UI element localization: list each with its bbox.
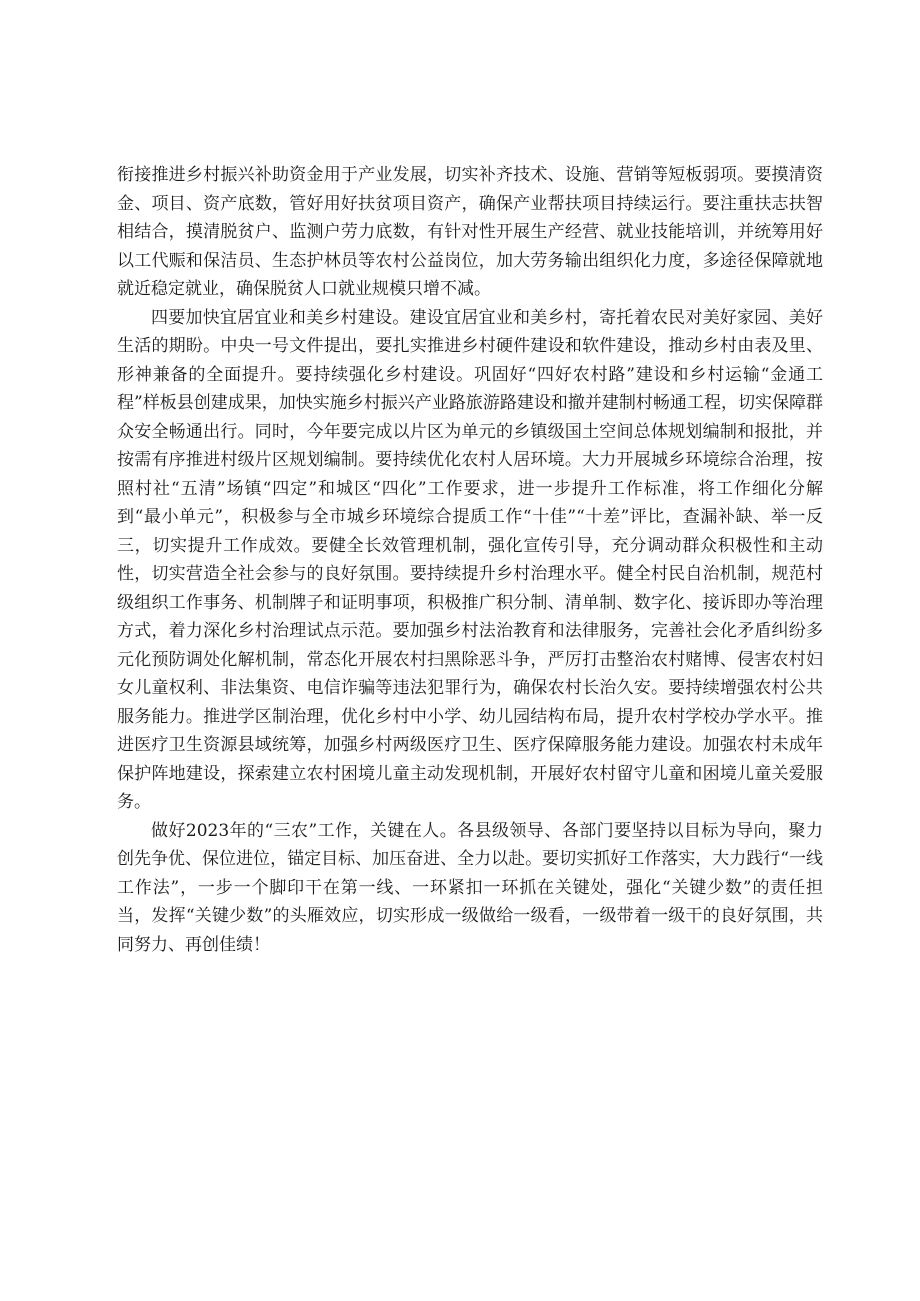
paragraph-rural-construction: 四要加快宜居宜业和美乡村建设。建设宜居宜业和美乡村，寄托着农民对美好家园、美好生活的期盼。中央一号文件提出，要扎实推进乡村硬件建设和软件建设，推动乡村由表及里、形神兼备的全面提升。要持续强化乡村建设。巩固好“四好农村路”建设和乡村运输“金通工程”样板县创建成果，加快实施乡村振兴产业路旅游路建设和撤并建制村畅通工程，切实保障群众安全畅通出行。同时，今年要完成以片区为单元的乡镇级国土空间总体规划编制和报批，并按需有序推进村级片区规划编制。要持续优化农村人居环境。大力开展城乡环境综合治理，按照村社“五清”场镇“四定”和城区“四化”工作要求，进一步提升工作标准，将工作细化分解到“最小单元”，积极参与全市城乡环境综合提质工作“十佳”“十差”评比，查漏补缺、举一反三，切实提升工作成效。要健全长效管理机制，强化宣传引导，充分调动群众积极性和主动性，切实营造全社会参与的良好氛围。要持续提升乡村治理水平。健全村民自治机制，规范村级组织工作事务、机制牌子和证明事项，积极推广积分制、清单制、数字化、接诉即办等治理方式，着力深化乡村治理试点示范。要加强乡村法治教育和法律服务，完善社会化矛盾纠纷多元化预防调处化解机制，常态化开展农村扫黑除恶斗争，严厉打击整治农村赌博、侵害农村妇女儿童权利、非法集资、电信诈骗等违法犯罪行为，确保农村长治久安。要持续增强农村公共服务能力。推进学区制治理，优化乡村中小学、幼儿园结构布局，提升农村学校办学水平。推进医疗卫生资源县域统筹，加强乡村两级医疗卫生、医疗保障服务能力建设。加强农村未成年保护阵地建设，探索建立农村困境儿童主动发现机制，开展好农村留守儿童和困境儿童关爱服务。 bbox=[117, 307, 823, 812]
paragraph-continuation: 衔接推进乡村振兴补助资金用于产业发展，切实补齐技术、设施、营销等短板弱项。要摸清资金、项目、资产底数，管好用好扶贫项目资产，确保产业帮扶项目持续运行。要注重扶志扶智相结合，摸清脱贫户、监测户劳力底数，有针对性开展生产经营、就业技能培训，并统筹用好以工代赈和保洁员、生态护林员等农村公益岗位，加大劳务输出组织化力度，多途径保障就地就近稳定就业，确保脱贫人口就业规模只增不减。 bbox=[117, 165, 823, 299]
document-body bbox=[117, 161, 823, 959]
paragraph-conclusion: 做好2023年的“三农”工作，关键在人。各县级领导、各部门要坚持以目标为导向，聚力创先争优、保位进位，锚定目标、加压奋进、全力以赴。要切实抓好工作落实，大力践行“一线工作法”，一步一个脚印干在第一线、一环紧扣一环抓在关键处，强化“关键少数”的责任担当，发挥“关键少数”的头雁效应，切实形成一级做给一级看，一级带着一级干的良好氛围，共同努力、再创佳绩！ bbox=[117, 820, 823, 955]
